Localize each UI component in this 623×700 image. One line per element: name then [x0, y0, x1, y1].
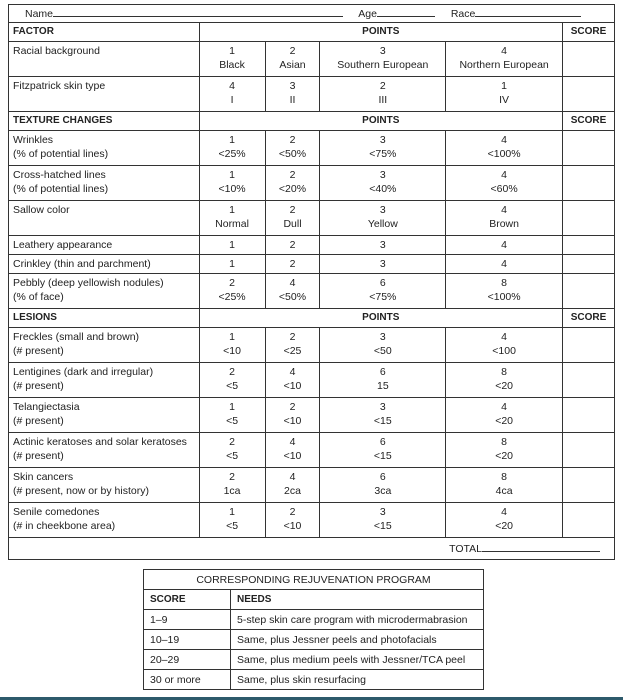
points-descriptor: <10: [283, 450, 302, 462]
points-descriptor: II: [289, 94, 296, 106]
points-descriptor: 3ca: [374, 485, 392, 497]
points-descriptor: <10: [283, 415, 302, 427]
score-cell[interactable]: [562, 131, 614, 166]
points-cell: [446, 328, 563, 363]
points-cell: [199, 201, 265, 236]
score-range: 20–29: [144, 650, 231, 670]
needs-text: Same, plus medium peels with Jessner/TCA peel: [231, 650, 484, 670]
score-header: SCORE: [562, 23, 614, 42]
factor-label: [9, 166, 200, 201]
factor-label: [9, 398, 200, 433]
factor-label-line: (% of potential lines): [13, 183, 109, 195]
points-cell: [199, 503, 265, 538]
points-cell: [320, 166, 446, 201]
points-descriptor: <20: [495, 520, 513, 532]
factor-label: [9, 503, 200, 538]
points-cell: [320, 236, 446, 255]
needs-text: Same, plus Jessner peels and photofacials: [231, 630, 484, 650]
points-value: 3: [379, 169, 386, 181]
points-cell: [446, 503, 563, 538]
points-cell: [199, 131, 265, 166]
points-descriptor: Dull: [283, 218, 302, 230]
points-cell: [265, 363, 320, 398]
points-cell: [320, 433, 446, 468]
program-row: [144, 630, 484, 650]
total-label: TOTAL: [449, 543, 482, 555]
points-value: 3: [379, 331, 386, 343]
factor-label-line: Freckles (small and brown): [13, 331, 140, 343]
age-field[interactable]: [377, 6, 435, 17]
score-header: SCORE: [562, 112, 614, 131]
points-cell: [199, 468, 265, 503]
points-value: 3: [379, 204, 386, 216]
points-cell: [446, 363, 563, 398]
points-value: 6: [379, 436, 386, 448]
points-descriptor: Brown: [489, 218, 519, 230]
points-value: 1: [229, 331, 235, 343]
table-row: [9, 201, 615, 236]
score-cell[interactable]: [562, 236, 614, 255]
table-row: [9, 131, 615, 166]
score-cell[interactable]: [562, 274, 614, 309]
factor-label-line: Fitzpatrick skin type: [13, 80, 106, 92]
factor-label: [9, 363, 200, 398]
points-value: 1: [229, 45, 235, 57]
points-cell: [320, 274, 446, 309]
program-row: [144, 610, 484, 630]
points-descriptor: Normal: [215, 218, 249, 230]
factor-label: [9, 255, 200, 274]
points-cell: [320, 77, 446, 112]
points-cell: [446, 201, 563, 236]
points-value: 3: [379, 258, 386, 270]
points-cell: [320, 201, 446, 236]
table-row: [9, 166, 615, 201]
points-descriptor: <75%: [369, 148, 397, 160]
table-row: [9, 433, 615, 468]
points-value: 2: [289, 204, 296, 216]
factor-label-line: Actinic keratoses and solar keratoses: [13, 436, 187, 448]
points-descriptor: <20: [495, 415, 513, 427]
factor-label-line: (% of face): [13, 291, 64, 303]
score-header: SCORE: [144, 590, 231, 610]
points-descriptor: <50%: [278, 291, 307, 303]
name-label: Name: [25, 8, 54, 20]
factor-label-line: Leathery appearance: [13, 239, 113, 251]
points-value: 2: [289, 258, 296, 270]
score-cell[interactable]: [562, 468, 614, 503]
section-header: [9, 112, 615, 131]
program-row: [144, 650, 484, 670]
points-descriptor: Asian: [279, 59, 306, 71]
points-descriptor: 1ca: [223, 485, 241, 497]
points-cell: [320, 468, 446, 503]
needs-text: Same, plus skin resurfacing: [231, 670, 484, 690]
points-header: POINTS: [199, 112, 562, 131]
points-descriptor: <10: [223, 345, 241, 357]
points-value: 4: [501, 331, 508, 343]
points-value: 8: [501, 471, 508, 483]
score-cell[interactable]: [562, 166, 614, 201]
points-value: 6: [379, 277, 386, 289]
points-descriptor: <20: [495, 380, 513, 392]
points-value: 4: [501, 169, 508, 181]
points-cell: [446, 468, 563, 503]
table-row: [9, 42, 615, 77]
section-title: TEXTURE CHANGES: [9, 112, 200, 131]
points-cell: [199, 328, 265, 363]
factor-label-line: (# present): [13, 380, 64, 392]
points-descriptor: <10: [283, 380, 302, 392]
factor-label: [9, 468, 200, 503]
score-header: SCORE: [562, 309, 614, 328]
points-value: 2: [289, 169, 296, 181]
table-row: [9, 77, 615, 112]
factor-label: [9, 328, 200, 363]
points-cell: [199, 77, 265, 112]
points-cell: [199, 42, 265, 77]
points-cell: [320, 328, 446, 363]
factor-label: [9, 433, 200, 468]
factor-label-line: Wrinkles: [13, 134, 54, 146]
points-descriptor: <15: [373, 520, 392, 532]
score-cell[interactable]: [562, 42, 614, 77]
points-descriptor: <5: [226, 415, 239, 427]
table-row: [9, 236, 615, 255]
points-cell: [265, 77, 320, 112]
age-label: Age: [358, 8, 377, 20]
points-cell: [199, 236, 265, 255]
points-value: 8: [501, 436, 508, 448]
points-value: 4: [501, 204, 508, 216]
points-cell: [320, 398, 446, 433]
factor-label: [9, 236, 200, 255]
factor-label-line: Telangiectasia: [13, 401, 80, 413]
points-descriptor: IV: [499, 94, 510, 106]
points-value: 4: [289, 277, 296, 289]
factor-label-line: Sallow color: [13, 204, 70, 216]
points-descriptor: <60%: [490, 183, 518, 195]
points-value: 2: [229, 471, 235, 483]
points-cell: [265, 433, 320, 468]
points-value: 2: [379, 80, 386, 92]
points-descriptor: <25%: [218, 291, 246, 303]
factor-label-line: Pebbly (deep yellowish nodules): [13, 277, 164, 289]
section-title: FACTOR: [9, 23, 200, 42]
points-value: 1: [229, 401, 235, 413]
points-descriptor: Yellow: [367, 218, 398, 230]
points-descriptor: 15: [376, 380, 389, 392]
points-descriptor: <50: [373, 345, 392, 357]
points-cell: [199, 274, 265, 309]
factor-label-line: Crinkley (thin and parchment): [13, 258, 151, 270]
score-range: 10–19: [144, 630, 231, 650]
points-value: 4: [501, 258, 508, 270]
points-cell: [265, 398, 320, 433]
points-value: 4: [501, 134, 508, 146]
points-value: 1: [229, 169, 235, 181]
factor-label-line: Cross-hatched lines: [13, 169, 106, 181]
points-cell: [199, 433, 265, 468]
score-cell[interactable]: [562, 255, 614, 274]
race-field[interactable]: [475, 6, 581, 17]
points-value: 3: [379, 45, 386, 57]
score-cell[interactable]: [562, 201, 614, 236]
program-title: CORRESPONDING REJUVENATION PROGRAM: [144, 570, 484, 590]
table-row: [9, 468, 615, 503]
score-cell[interactable]: [562, 363, 614, 398]
points-descriptor: <100: [492, 345, 516, 357]
points-descriptor: <25%: [218, 148, 246, 160]
points-cell: [265, 42, 320, 77]
points-cell: [265, 503, 320, 538]
factor-label-line: Lentigines (dark and irregular): [13, 366, 154, 378]
points-descriptor: Southern European: [337, 59, 429, 71]
table-row: [9, 503, 615, 538]
points-value: 3: [379, 134, 386, 146]
factor-label-line: (# present): [13, 345, 64, 357]
points-value: 4: [501, 506, 508, 518]
points-cell: [265, 468, 320, 503]
points-value: 2: [229, 366, 235, 378]
points-value: 2: [289, 239, 296, 251]
points-descriptor: 4ca: [495, 485, 513, 497]
points-value: 1: [229, 239, 235, 251]
needs-header: NEEDS: [231, 590, 484, 610]
table-row: [9, 328, 615, 363]
points-descriptor: <20: [495, 450, 513, 462]
points-descriptor: <100%: [487, 148, 521, 160]
points-cell: [320, 42, 446, 77]
points-value: 3: [289, 80, 296, 92]
factor-label-line: (# present, now or by history): [13, 485, 149, 497]
factor-label-line: Skin cancers: [13, 471, 74, 483]
factor-label-line: (# present): [13, 415, 64, 427]
points-descriptor: Black: [219, 59, 245, 71]
points-value: 8: [501, 277, 508, 289]
score-range: 30 or more: [144, 670, 231, 690]
points-value: 1: [501, 80, 508, 92]
points-value: 1: [229, 134, 235, 146]
points-descriptor: <5: [226, 380, 239, 392]
points-descriptor: <5: [226, 520, 239, 532]
points-value: 6: [379, 366, 386, 378]
program-row: [144, 670, 484, 690]
points-descriptor: 2ca: [284, 485, 301, 497]
points-value: 2: [289, 506, 296, 518]
points-value: 3: [379, 506, 386, 518]
points-cell: [446, 166, 563, 201]
factor-label-line: (% of potential lines): [13, 148, 109, 160]
points-cell: [446, 398, 563, 433]
points-cell: [446, 77, 563, 112]
points-descriptor: <50%: [278, 148, 307, 160]
points-cell: [446, 131, 563, 166]
points-value: 4: [289, 471, 296, 483]
points-value: 2: [289, 45, 296, 57]
points-value: 3: [379, 401, 386, 413]
total-row: [9, 538, 615, 560]
points-cell: [446, 274, 563, 309]
points-descriptor: <25: [283, 345, 302, 357]
points-cell: [199, 255, 265, 274]
factor-label: [9, 42, 200, 77]
points-cell: [199, 363, 265, 398]
points-value: 2: [229, 277, 235, 289]
points-cell: [320, 503, 446, 538]
factor-label-line: (# present): [13, 450, 64, 462]
score-cell[interactable]: [562, 77, 614, 112]
table-row: [9, 398, 615, 433]
points-cell: [320, 255, 446, 274]
points-value: 1: [229, 506, 235, 518]
needs-text: 5-step skin care program with microdermabrasion: [231, 610, 484, 630]
points-value: 2: [289, 401, 296, 413]
points-descriptor: <15: [373, 415, 392, 427]
points-descriptor: <40%: [369, 183, 397, 195]
points-descriptor: Northern European: [459, 59, 549, 71]
total-field[interactable]: [482, 541, 600, 552]
points-cell: [265, 201, 320, 236]
points-descriptor: III: [378, 94, 388, 106]
points-cell: [265, 274, 320, 309]
factor-label-line: Senile comedones: [13, 506, 100, 518]
points-value: 6: [379, 471, 386, 483]
points-cell: [199, 398, 265, 433]
score-range: 1–9: [144, 610, 231, 630]
points-value: 4: [501, 401, 508, 413]
points-header: POINTS: [199, 23, 562, 42]
points-value: 3: [379, 239, 386, 251]
points-descriptor: <10: [283, 520, 302, 532]
skin-assessment-form: [8, 4, 615, 560]
points-cell: [446, 255, 563, 274]
points-value: 2: [229, 436, 235, 448]
points-value: 4: [229, 80, 235, 92]
table-row: [9, 274, 615, 309]
points-value: 2: [289, 331, 296, 343]
points-cell: [265, 131, 320, 166]
rejuvenation-program-table: [143, 569, 484, 690]
points-descriptor: <5: [226, 450, 239, 462]
score-cell[interactable]: [562, 398, 614, 433]
section-header: [9, 23, 615, 42]
points-value: 1: [229, 258, 235, 270]
points-descriptor: <100%: [487, 291, 521, 303]
score-cell[interactable]: [562, 503, 614, 538]
factor-label-line: Racial background: [13, 45, 100, 57]
points-cell: [199, 166, 265, 201]
points-value: 4: [289, 436, 296, 448]
section-title: LESIONS: [9, 309, 200, 328]
points-cell: [320, 131, 446, 166]
points-descriptor: <75%: [369, 291, 397, 303]
table-row: [9, 363, 615, 398]
points-cell: [446, 42, 563, 77]
table-row: [9, 255, 615, 274]
points-descriptor: <10%: [218, 183, 246, 195]
points-descriptor: <20%: [278, 183, 307, 195]
points-cell: [446, 236, 563, 255]
points-cell: [265, 255, 320, 274]
points-value: 1: [229, 204, 235, 216]
factor-label-line: (# in cheekbone area): [13, 520, 116, 532]
factor-label: [9, 77, 200, 112]
points-header: POINTS: [199, 309, 562, 328]
points-cell: [265, 236, 320, 255]
section-header: [9, 309, 615, 328]
score-cell[interactable]: [562, 328, 614, 363]
points-value: 4: [289, 366, 296, 378]
factor-label: [9, 201, 200, 236]
factor-label: [9, 274, 200, 309]
points-value: 8: [501, 366, 508, 378]
name-field[interactable]: [53, 6, 343, 17]
factor-label: [9, 131, 200, 166]
points-cell: [446, 433, 563, 468]
points-value: 2: [289, 134, 296, 146]
race-label: Race: [450, 8, 476, 20]
points-descriptor: I: [230, 94, 234, 106]
points-cell: [320, 363, 446, 398]
points-cell: [265, 328, 320, 363]
points-cell: [265, 166, 320, 201]
points-descriptor: <15: [373, 450, 392, 462]
points-value: 4: [501, 239, 508, 251]
score-cell[interactable]: [562, 433, 614, 468]
points-value: 4: [501, 45, 508, 57]
